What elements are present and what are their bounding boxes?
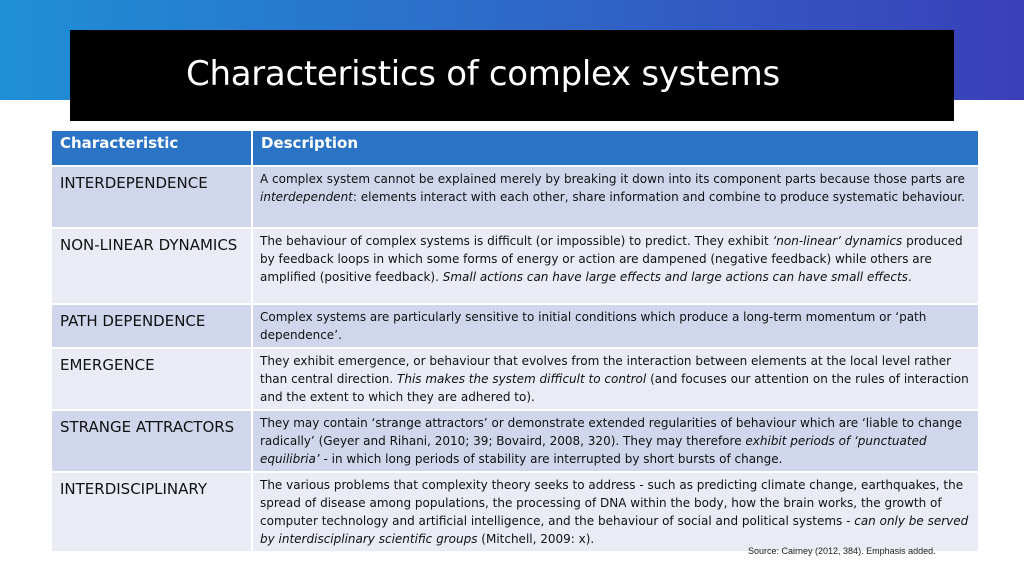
description-text: The various problems that complexity theory seeks to address - such as predicting climate change, earthquakes, the spread of disease among populations, the processing of DNA within the body, how the brain works, the growth of computer technology and artificial intelligence, and the behaviour of social and political systems - [260,478,964,528]
characteristic-cell: INTERDISCIPLINARY [51,472,252,552]
description-text: They may contain ‘strange attractors’ or demonstrate extended regularities of behaviour which are ‘liable to change radically’ (Geyer and Rihani, 2010; 39; Bovaird, 2008, 320). They may therefore [260,416,962,448]
description-cell [252,228,979,304]
column-header-characteristic: Characteristic [51,130,252,166]
description-text: - in which long periods of stability are interrupted by short bursts of change. [319,452,783,466]
description-text: A complex system cannot be explained merely by breaking it down into its component parts because those parts are [260,172,965,186]
emphasis-text: Small actions can have large effects and large actions can have small effects [442,270,908,284]
characteristic-cell: EMERGENCE [51,348,252,410]
description-cell [252,348,979,410]
table-row [51,166,979,228]
emphasis-text: can only be served by interdisciplinary scientific groups [260,514,969,546]
emphasis-text: ‘non-linear’ dynamics [772,234,903,248]
description-text: They exhibit emergence, or behaviour that evolves from the interaction between elements at the local level rather than central direction. [260,354,952,386]
characteristic-cell: INTERDEPENDENCE [51,166,252,228]
slide-title: Characteristics of complex systems [186,54,780,94]
column-header-description: Description [252,130,979,166]
description-text: : elements interact with each other, share information and combine to produce systematic behaviour. [352,190,965,204]
characteristic-cell: STRANGE ATTRACTORS [51,410,252,472]
source-note: Source: Cairney (2012, 384). Emphasis added. [748,546,936,556]
description-text: Complex systems are particularly sensitive to initial conditions which produce a long-term momentum or ‘path dependence’. [260,310,927,342]
characteristic-cell: PATH DEPENDENCE [51,304,252,348]
description-cell [252,472,979,552]
characteristics-table [50,129,980,553]
description-text: produced by feedback loops in which some forms of energy or action are dampened (negative feedback) while others are amplified (positive feedback). [260,234,963,284]
description-cell [252,304,979,348]
characteristic-cell: NON-LINEAR DYNAMICS [51,228,252,304]
table-row [51,472,979,552]
description-text: . [907,270,912,284]
emphasis-text: This makes the system difficult to control [397,372,647,386]
description-text: (Mitchell, 2009: x). [477,532,595,546]
table-header-row [51,130,979,166]
description-text: (and focuses our attention on the rules of interaction and the extent to which they are adhered to). [260,372,969,404]
description-cell [252,166,979,228]
table-row [51,304,979,348]
emphasis-text: interdependent [260,190,353,204]
table-row [51,348,979,410]
description-text: The behaviour of complex systems is difficult (or impossible) to predict. They exhibit [260,234,773,248]
table-row [51,228,979,304]
emphasis-text: exhibit periods of ‘punctuated equilibria’ [260,434,927,466]
table-row [51,410,979,472]
description-cell [252,410,979,472]
